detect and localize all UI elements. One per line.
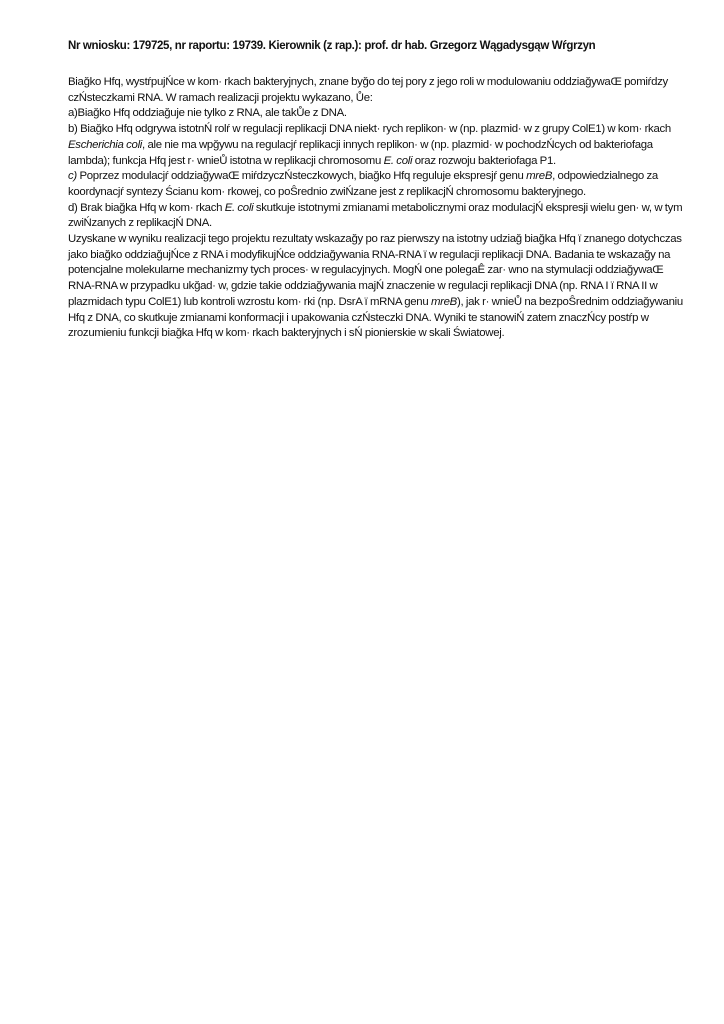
document-page xyxy=(68,38,688,342)
italic-text-run: E. coli xyxy=(383,154,413,167)
text-run: oraz rozwoju bakteriofaga P1. xyxy=(412,154,556,167)
text-run: Poprzez modulacjŕ oddziağywaŒ miŕdzyczŃsteczkowych, biağko Hfq reguluje ekspresjŕ genu xyxy=(76,170,527,183)
text-run: a)Biağko Hfq oddziağuje nie tylko z RNA, ale takŮe z DNA. xyxy=(68,107,347,120)
paragraph xyxy=(68,75,688,106)
italic-text-run: mreB xyxy=(526,170,553,183)
text-run: Biağko Hfq, wystŕpujŃce w kom· rkach bakteryjnych, znane byğo do tej pory z jego roli w modulowaniu oddziağywaŒ pomiŕdzy czŃsteczkami RNA. W ramach realizacji projektu wykazano, Ůe: xyxy=(68,76,668,104)
italic-text-run: E. coli xyxy=(224,201,254,214)
text-run: d) Brak biağka Hfq w kom· rkach xyxy=(68,201,225,214)
paragraph xyxy=(68,169,688,200)
paragraph xyxy=(68,232,688,342)
text-run: , odpowiedzialnego za koordynacjŕ syntezy Ścianu kom· rkowej, co poŜrednio zwiŃzane jest z replikacjŃ chromosomu bakteryjnego. xyxy=(68,170,658,198)
text-run: , ale nie ma wpğywu na regulacjŕ replikacji innych replikon· w (np. plazmid· w pochodzŃcych od bakteriofaga lambda); funkcja Hfq jest r· wnieŮ istotna w replikacji chromosomu xyxy=(68,138,653,167)
italic-text-run: Escherichia coli xyxy=(68,138,143,151)
paragraph xyxy=(68,122,688,169)
report-body xyxy=(68,75,688,342)
paragraph xyxy=(68,106,688,122)
text-run: skutkuje istotnymi zmianami metabolicznymi oraz modulacjŃ ekspresji wielu gen· w, w tym zwiŃzanych z replikacjŃ DNA. xyxy=(68,201,683,230)
italic-text-run: c) xyxy=(68,170,77,183)
text-run: ), jak r· wnieŮ na bezpoŜrednim oddziağywaniu Hfq z DNA, co skutkuje zmianami konformacji i upakowania czŃsteczki DNA. Wyniki te stanowiŃ zatem znaczŃcy postŕp w zrozumieniu funkcji biağka Hfq w kom· rkach bakteryjnych i sŃ pionierskie w skali Światowej. xyxy=(68,295,683,340)
report-header: Nr wniosku: 179725, nr raportu: 19739. Kierownik (z rap.): prof. dr hab. Grzegorz Wągadysgąw Wŕgrzyn xyxy=(68,40,596,52)
paragraph xyxy=(68,201,688,232)
italic-text-run: mreB xyxy=(430,295,457,308)
text-run: b) Biağko Hfq odgrywa istotnŃ rolŕ w regulacji replikacji DNA niekt· rych replikon· w (np. plazmid· w z grupy ColE1) w kom· rkach xyxy=(68,123,671,136)
text-run: Uzyskane w wyniku realizacji tego projektu rezultaty wskazağy po raz pierwszy na istotny udziağ biağka Hfq ï znanego dotychczas jako biağko oddziağujŃce z RNA i modyfikujŃce oddziağywania RNA-RNA ï w regulacji replikacji DNA. Badania te wskazağy na potencjalne molekularne mechanizmy tych proces· w regulacyjnych. MogŃ one polegaÊ zar· wno na stymulacji oddziağywaŒ RNA-RNA w przypadku ukğad· w, gdzie takie oddziağywania majŃ znaczenie w regulacji replikacji DNA (np. RNA I ï RNA II w plazmidach typu ColE1) lub kontroli wzrostu kom· rki (np. DsrA ï mRNA genu xyxy=(68,233,682,308)
